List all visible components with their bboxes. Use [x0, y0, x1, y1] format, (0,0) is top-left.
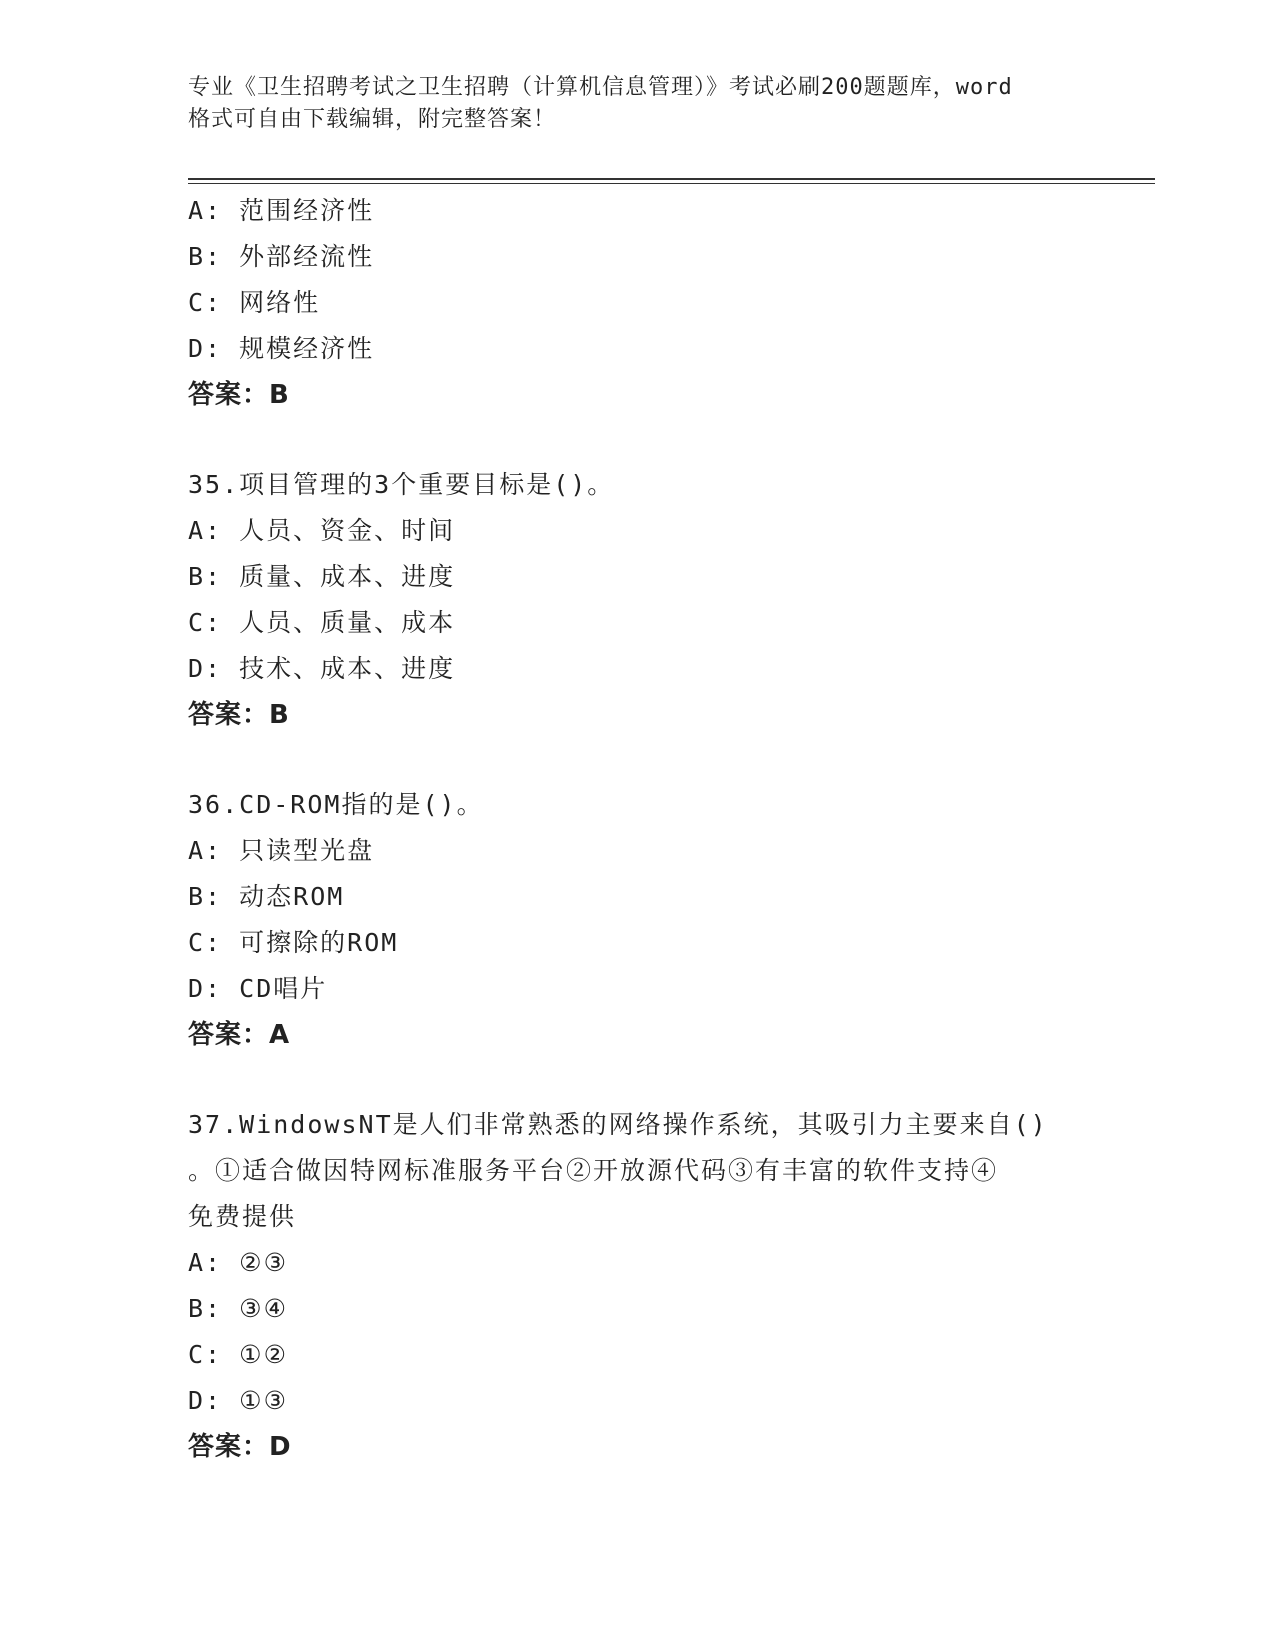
option-a: A: 人员、资金、时间 [188, 516, 456, 545]
question-list [188, 188, 1068, 1470]
question-stem-line-2: 。①适合做因特网标准服务平台②开放源代码③有丰富的软件支持④ [188, 1156, 999, 1185]
option-c: C: 人员、质量、成本 [188, 608, 456, 637]
answer: 答案：A [188, 1020, 291, 1050]
option-b: B: ③④ [188, 1294, 288, 1323]
option-d: D: 规模经济性 [188, 334, 375, 363]
option-d: D: CD唱片 [188, 974, 328, 1003]
answer: 答案：B [188, 700, 290, 730]
option-a: A: 只读型光盘 [188, 836, 375, 865]
question-35 [188, 462, 1068, 738]
spacer [188, 1058, 1068, 1102]
question-stem: 36.CD-ROM指的是()。 [188, 790, 484, 819]
question-stem-line-3: 免费提供 [188, 1202, 297, 1231]
question-37 [188, 1102, 1068, 1470]
option-c: C: 网络性 [188, 288, 321, 317]
option-d: D: 技术、成本、进度 [188, 654, 456, 683]
header-divider-thick [188, 178, 1155, 180]
header-divider-thin [188, 183, 1155, 184]
option-c: C: 可擦除的ROM [188, 928, 399, 957]
option-a: A: 范围经济性 [188, 196, 375, 225]
header-line-1: 专业《卫生招聘考试之卫生招聘（计算机信息管理）》考试必刷200题题库，word [188, 75, 1013, 100]
option-b: B: 外部经流性 [188, 242, 375, 271]
option-d: D: ①③ [188, 1386, 288, 1415]
option-c: C: ①② [188, 1340, 288, 1369]
question-stem: 35.项目管理的3个重要目标是()。 [188, 470, 615, 499]
question-34 [188, 188, 1068, 418]
question-stem-line-1: 37.WindowsNT是人们非常熟悉的网络操作系统，其吸引力主要来自() [188, 1110, 1048, 1139]
document-header [188, 72, 1088, 136]
option-b: B: 动态ROM [188, 882, 345, 911]
header-line-2: 格式可自由下载编辑，附完整答案！ [188, 107, 557, 132]
spacer [188, 738, 1068, 782]
option-a: A: ②③ [188, 1248, 288, 1277]
question-36 [188, 782, 1068, 1058]
option-b: B: 质量、成本、进度 [188, 562, 456, 591]
answer: 答案：B [188, 380, 290, 410]
spacer [188, 418, 1068, 462]
answer: 答案：D [188, 1432, 292, 1462]
